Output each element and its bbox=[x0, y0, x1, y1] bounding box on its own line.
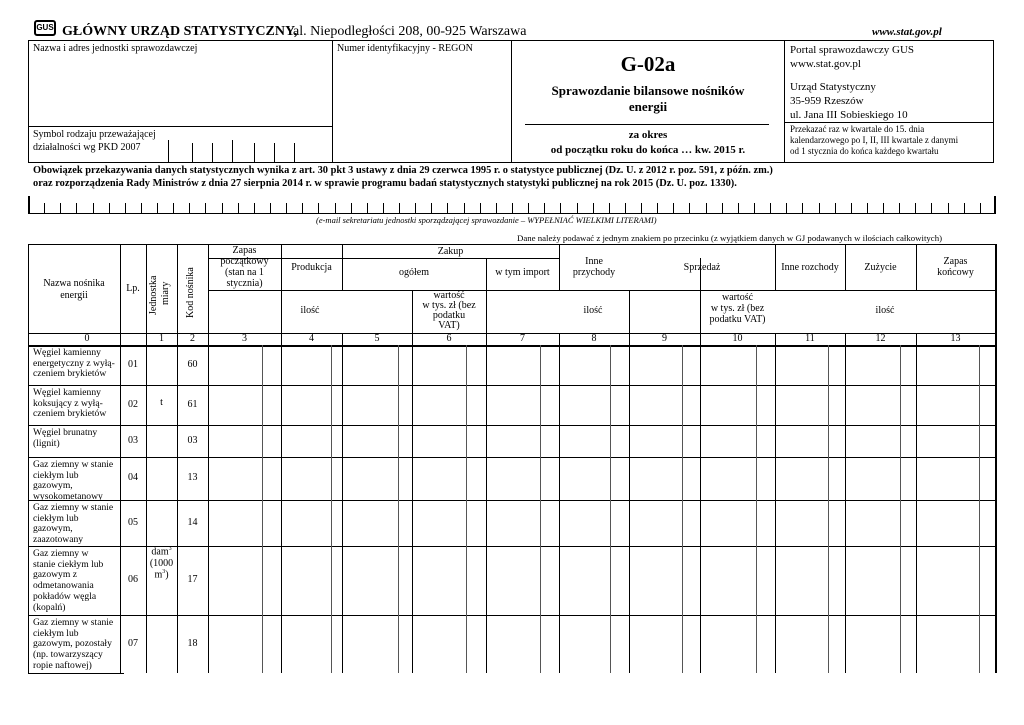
column-number: 7 bbox=[520, 333, 525, 344]
header-value-b3: podatku VAT) bbox=[709, 314, 766, 325]
email-comb-tick bbox=[302, 203, 303, 213]
email-comb-tick bbox=[60, 203, 61, 213]
precision-note: Dane należy podawać z jednym znakiem po przecinku (z wyjątkiem danych w GJ podawanych w ilościach całkowitych) bbox=[517, 233, 943, 243]
row-code: 03 bbox=[187, 434, 198, 446]
email-comb-tick bbox=[28, 196, 30, 213]
column-number: 11 bbox=[805, 333, 815, 344]
email-comb-tick bbox=[609, 203, 610, 213]
header-unit-2: miary bbox=[160, 281, 171, 305]
header-code: Kod nośnika bbox=[185, 267, 196, 318]
column-number: 1 bbox=[159, 333, 164, 344]
column-number: 4 bbox=[309, 333, 314, 344]
email-comb-tick bbox=[948, 203, 949, 213]
header-sale: Sprzedaż bbox=[683, 262, 721, 273]
email-comb-tick bbox=[496, 203, 497, 213]
row-code: 17 bbox=[187, 574, 198, 585]
email-comb-tick bbox=[544, 203, 545, 213]
header-value-a2: w tys. zł (bez bbox=[422, 300, 476, 311]
header-value-b2: w tys. zł (bez bbox=[710, 303, 765, 314]
email-comb-tick bbox=[351, 203, 352, 213]
header-production: Produkcja bbox=[291, 262, 332, 273]
email-comb-tick bbox=[722, 203, 723, 213]
email-field[interactable] bbox=[28, 196, 996, 214]
email-comb-tick bbox=[899, 203, 900, 213]
header-stock-1: Zapas bbox=[232, 245, 257, 256]
header-value-a1: wartość bbox=[433, 290, 465, 301]
row-name: Gaz ziemny w stanie ciekłym lub gazowym z odmetanowania pokładów węgla (kopalń) bbox=[33, 548, 104, 613]
email-comb-tick bbox=[802, 203, 803, 213]
email-comb-tick bbox=[464, 203, 465, 213]
deadline-1: Przekazać raz w kwartale do 15. dnia bbox=[790, 124, 925, 134]
row-name: Węgiel kamienny koksujący z wyłą- czeniem brykietów bbox=[33, 387, 107, 420]
office-name: Urząd Statystyczny bbox=[790, 81, 876, 93]
email-comb-tick bbox=[157, 203, 158, 213]
header-qty-a: ilość bbox=[300, 305, 320, 316]
header-address: al. Niepodległości 208, 00-925 Warszawa bbox=[293, 24, 527, 39]
header-value-a3: podatku bbox=[432, 310, 466, 321]
row-name: Węgiel brunatny (lignit) bbox=[33, 427, 98, 449]
row-code: 18 bbox=[187, 637, 198, 649]
email-comb-tick bbox=[560, 203, 561, 213]
header-other-out: Inne rozchody bbox=[781, 262, 839, 273]
header-endstock-2: końcowy bbox=[937, 267, 974, 278]
email-comb-tick bbox=[512, 203, 513, 213]
column-number: 6 bbox=[446, 333, 452, 344]
unit-dam3: dam$^3$ (1000 $m^3$) bbox=[149, 546, 174, 581]
email-comb-tick bbox=[980, 203, 981, 213]
email-comb-tick bbox=[480, 203, 481, 213]
column-number: 13 bbox=[950, 333, 961, 344]
email-comb-tick bbox=[93, 203, 94, 213]
email-comb-tick bbox=[786, 203, 787, 213]
email-comb-tick bbox=[254, 203, 255, 213]
header-income-1: Inne bbox=[585, 256, 603, 267]
email-comb-tick bbox=[641, 203, 642, 213]
header-value-b1: wartość bbox=[721, 292, 754, 303]
email-comb-tick bbox=[415, 203, 416, 213]
email-comb-tick bbox=[367, 203, 368, 213]
email-comb-tick bbox=[915, 203, 916, 213]
row-lp: 04 bbox=[128, 472, 138, 483]
unit-name-label: Nazwa i adres jednostki sprawozdawczej bbox=[33, 43, 198, 54]
header-purchase: Zakup bbox=[437, 246, 464, 257]
unit-name-field[interactable] bbox=[29, 56, 332, 126]
unit-tonnes: t bbox=[160, 397, 163, 408]
row-code: 14 bbox=[187, 516, 198, 528]
row-data-cells[interactable] bbox=[209, 386, 994, 425]
column-number: 0 bbox=[84, 333, 90, 344]
row-lp: 06 bbox=[128, 574, 138, 585]
email-comb-tick bbox=[528, 203, 529, 213]
header-unit: Jednostka bbox=[148, 275, 159, 315]
row-name: Węgiel kamienny energetyczny z wyłą- czeniem brykietów bbox=[33, 347, 115, 380]
pkd-label-1: Symbol rodzaju przeważającej bbox=[33, 129, 156, 140]
header-value-a4: VAT) bbox=[438, 320, 460, 331]
row-code: 60 bbox=[187, 358, 198, 370]
column-number: 8 bbox=[591, 333, 597, 344]
email-comb-tick bbox=[205, 203, 206, 213]
email-comb-tick bbox=[173, 203, 174, 213]
row-data-cells[interactable] bbox=[209, 458, 994, 500]
header-name-2: energii bbox=[60, 290, 88, 301]
gus-logo: GUS bbox=[34, 20, 56, 36]
email-comb-tick bbox=[593, 203, 594, 213]
header-stock-2: początkowy bbox=[220, 256, 269, 267]
regon-label: Numer identyfikacyjny - REGON bbox=[337, 43, 473, 54]
email-comb-tick bbox=[109, 203, 110, 213]
email-comb-tick bbox=[44, 203, 45, 213]
deadline-3: od 1 stycznia do końca każdego kwartału bbox=[790, 146, 939, 156]
pkd-label-2: działalności wg PKD 2007 bbox=[33, 142, 141, 153]
email-comb-tick bbox=[994, 196, 996, 213]
header-lp: Lp. bbox=[126, 283, 140, 294]
header-import: w tym import bbox=[495, 267, 550, 278]
header-total: ogółem bbox=[399, 267, 429, 278]
header-qty-b: ilość bbox=[583, 305, 603, 316]
legal-line-2: oraz rozporządzenia Rady Ministrów z dnia 27 sierpnia 2014 r. w sprawie programu badań statystycznych statystyki publicznej na rok 2015 (Dz. U. poz. 1330). bbox=[33, 178, 737, 189]
column-number: 9 bbox=[662, 333, 667, 344]
email-comb-tick bbox=[770, 203, 771, 213]
header-stock-4: stycznia) bbox=[226, 278, 263, 289]
email-comb-tick bbox=[625, 203, 626, 213]
header-income-2: przychody bbox=[572, 267, 616, 278]
row-lp: 07 bbox=[128, 637, 138, 649]
row-lp: 02 bbox=[128, 398, 138, 410]
email-comb-tick bbox=[447, 203, 448, 213]
regon-field[interactable] bbox=[334, 56, 510, 161]
row-lp: 05 bbox=[128, 516, 138, 528]
email-comb-tick bbox=[867, 203, 868, 213]
email-comb-tick bbox=[883, 203, 884, 213]
email-comb-tick bbox=[851, 203, 852, 213]
period-label-1: za okres bbox=[628, 129, 668, 141]
email-comb-tick bbox=[689, 203, 690, 213]
email-comb-tick bbox=[399, 203, 400, 213]
email-comb-tick bbox=[270, 203, 271, 213]
row-name: Gaz ziemny w stanie ciekłym lub gazowym, zaazotowany bbox=[33, 502, 114, 546]
office-postcode: 35-959 Rzeszów bbox=[790, 95, 864, 107]
email-comb-tick bbox=[238, 203, 239, 213]
form-code: G-02a bbox=[620, 52, 676, 76]
header-office: GŁÓWNY URZĄD STATYSTYCZNY, bbox=[62, 24, 298, 39]
header-name: Nazwa nośnika bbox=[43, 278, 105, 289]
portal-label: Portal sprawozdawczy GUS bbox=[790, 44, 915, 56]
email-comb-tick bbox=[657, 203, 658, 213]
row-name: Gaz ziemny w stanie ciekłym lub gazowym, pozostały (np. towarzyszący ropie naftowej) bbox=[33, 617, 114, 671]
form-title-1: Sprawozdanie bilansowe nośników bbox=[551, 83, 745, 98]
email-comb-tick bbox=[431, 203, 432, 213]
row-data-cells[interactable] bbox=[209, 346, 994, 385]
column-number: 5 bbox=[374, 333, 380, 344]
email-comb-tick bbox=[286, 203, 287, 213]
row-code: 13 bbox=[187, 472, 198, 483]
email-comb-tick bbox=[738, 203, 739, 213]
pkd-code-field[interactable] bbox=[168, 140, 332, 162]
row-lp: 03 bbox=[128, 434, 138, 446]
row-code: 61 bbox=[187, 398, 198, 410]
office-street: ul. Jana III Sobieskiego 10 bbox=[790, 109, 908, 121]
deadline-2: kalendarzowego po I, II, III kwartale z danymi bbox=[790, 135, 959, 145]
column-number: 10 bbox=[732, 333, 743, 344]
row-data-cells[interactable] bbox=[209, 547, 994, 615]
email-comb-tick bbox=[754, 203, 755, 213]
email-comb-tick bbox=[76, 203, 77, 213]
legal-line-1: Obowiązek przekazywania danych statystycznych wynika z art. 30 pkt 3 ustawy z dnia 29 czerwca 1995 r. o statystyce publicznej (Dz. U. z 2012 r. poz. 591, z późn. zm.) bbox=[33, 165, 773, 176]
email-comb-tick bbox=[335, 203, 336, 213]
email-comb-tick bbox=[706, 203, 707, 213]
row-data-cells[interactable] bbox=[209, 616, 994, 673]
header-endstock-1: Zapas bbox=[943, 256, 968, 267]
email-comb-tick bbox=[189, 203, 190, 213]
email-comb-tick bbox=[125, 203, 126, 213]
header-stock-3: (stan na 1 bbox=[225, 267, 264, 278]
email-comb-tick bbox=[819, 203, 820, 213]
header-qty-c: ilość bbox=[875, 305, 895, 316]
period-label-2: od początku roku do końca … kw. 2015 r. bbox=[550, 144, 746, 156]
email-comb-tick bbox=[931, 203, 932, 213]
email-comb-tick bbox=[577, 203, 578, 213]
email-comb-tick bbox=[673, 203, 674, 213]
email-caption: (e-mail sekretariatu jednostki sporządzającej sprawozdanie – WYPEŁNIAĆ WIELKIMI LITERAMI) bbox=[316, 215, 657, 225]
column-number: 3 bbox=[242, 333, 247, 344]
email-comb-tick bbox=[835, 203, 836, 213]
email-comb-tick bbox=[318, 203, 319, 213]
row-data-cells[interactable] bbox=[209, 426, 994, 457]
row-lp: 01 bbox=[128, 358, 138, 370]
email-comb-tick bbox=[222, 203, 223, 213]
email-comb-tick bbox=[964, 203, 965, 213]
email-comb-tick bbox=[141, 203, 142, 213]
row-name: Gaz ziemny w stanie ciekłym lub gazowym, wysokometanowy bbox=[33, 459, 114, 503]
form-title-2: energii bbox=[628, 99, 668, 114]
header-website: www.stat.gov.pl bbox=[872, 26, 942, 38]
row-data-cells[interactable] bbox=[209, 501, 994, 546]
email-comb-tick bbox=[383, 203, 384, 213]
column-number: 12 bbox=[875, 333, 886, 344]
column-number: 2 bbox=[190, 333, 195, 344]
header-usage: Zużycie bbox=[864, 262, 897, 273]
portal-url: www.stat.gov.pl bbox=[790, 58, 861, 70]
